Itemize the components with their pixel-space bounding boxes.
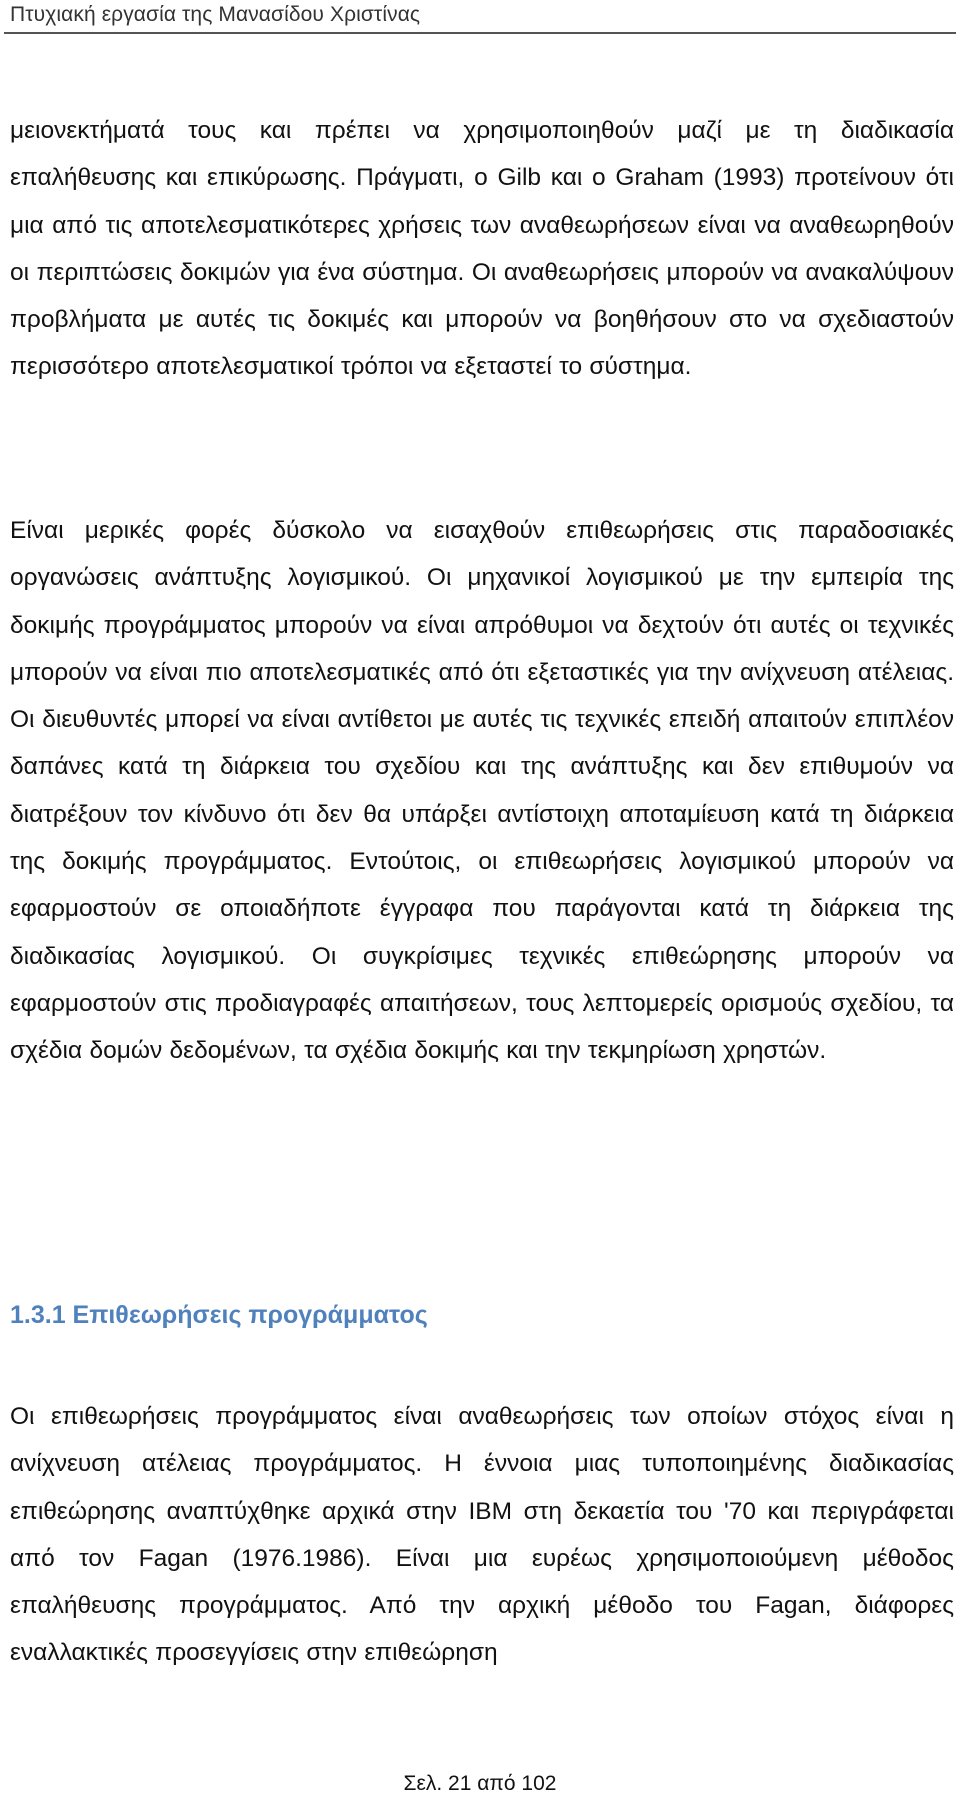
page-number: Σελ. 21 από 102 [403, 1772, 557, 1795]
body-paragraph: Οι επιθεωρήσεις προγράμματος είναι αναθεωρήσεις των οποίων στόχος είναι η ανίχνευση ατέλειας προγράμματος. Η έννοια μιας τυποποιημένης διαδικασίας επιθεώρησης αναπτύχθηκε αρχικά στην IBM στη δεκαετία του '70 και περιγράφεται από τον Fagan (1976.1986). Είναι μια ευρέως χρησιμοποιούμενη μέθοδος επαλήθευσης προγράμματος. Από την αρχική μέθοδο του Fagan, διάφορες εναλλακτικές προσεγγίσεις στην επιθεώρηση [10, 1403, 954, 1667]
header-divider [4, 32, 956, 34]
body-paragraph: Είναι μερικές φορές δύσκολο να εισαχθούν επιθεωρήσεις στις παραδοσιακές οργανώσεις ανάπτυξης λογισμικού. Οι μηχανικοί λογισμικού με την εμπειρία της δοκιμής προγράμματος μπορούν να είναι απρόθυμοι να δεχτούν ότι αυτές οι τεχνικές μπορούν να είναι πιο αποτελεσματικές από ότι εξεταστικές για την ανίχνευση ατέλειας. Οι διευθυντές μπορεί να είναι αντίθετοι με αυτές τις τεχνικές επειδή απαιτούν επιπλέον δαπάνες κατά τη διάρκεια του σχεδίου και της ανάπτυξης και δεν επιθυμούν να διατρέξουν τον κίνδυνο ότι δεν θα υπάρξει αντίστοιχη αποταμίευση κατά τη διάρκεια της δοκιμής προγράμματος. Εντούτοις, οι επιθεωρήσεις λογισμικού μπορούν να εφαρμοστούν σε οποιαδήποτε έγγραφα που παράγονται κατά τη διάρκεια της διαδικασίας λογισμικού. Οι συγκρίσιμες τεχνικές επιθεώρησης μπορούν να εφαρμοστούν στις προδιαγραφές απαιτήσεων, τους λεπτομερείς ορισμούς σχεδίου, τα σχέδια δομών δεδομένων, τα σχέδια δοκιμής και την τεκμηρίωση χρηστών. [10, 517, 954, 1065]
running-header: Πτυχιακή εργασία της Μανασίδου Χριστίνας [10, 3, 421, 26]
body-paragraph: μειονεκτήματά τους και πρέπει να χρησιμοποιηθούν μαζί με τη διαδικασία επαλήθευσης και επικύρωσης. Πράγματι, ο Gilb και ο Graham (1993) προτείνουν ότι μια από τις αποτελεσματικότερες χρήσεις των αναθεωρήσεων είναι να αναθεωρηθούν οι περιπτώσεις δοκιμών για ένα σύστημα. Οι αναθεωρήσεις μπορούν να ανακαλύψουν προβλήματα με αυτές τις δοκιμές και μπορούν να βοηθήσουν στο να σχεδιαστούν περισσότερο αποτελεσματικοί τρόποι να εξεταστεί το σύστημα. [10, 117, 954, 381]
section-heading: 1.3.1 Επιθεωρήσεις προγράμματος [10, 1301, 428, 1329]
